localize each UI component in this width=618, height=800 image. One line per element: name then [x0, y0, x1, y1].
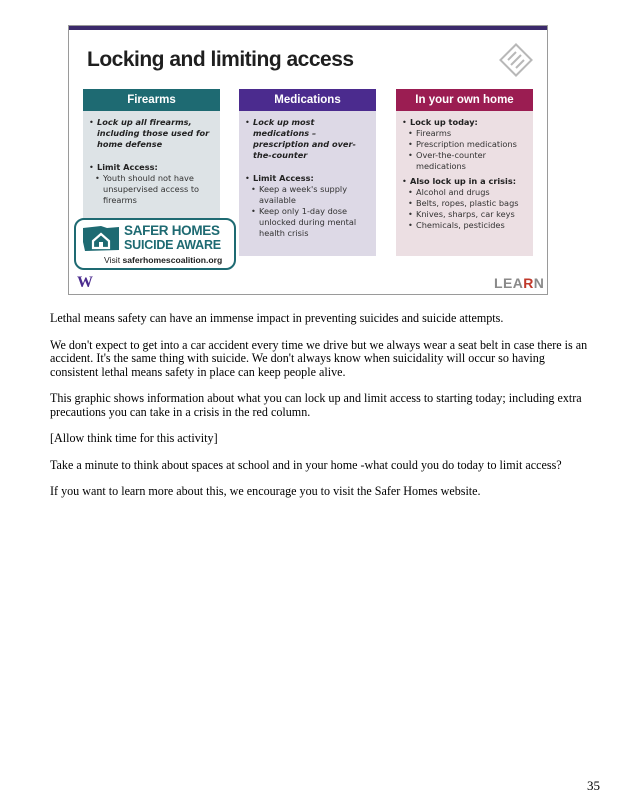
- medications-header: Medications: [239, 89, 376, 111]
- page-number: 35: [587, 778, 600, 793]
- notes-paragraph: This graphic shows information about what you can lock up and limit access to starting today; including extra precautions you can take in a crisis in the red column.: [50, 391, 582, 419]
- learn-logo-part: N: [533, 275, 545, 291]
- learn-logo-accent: R: [523, 275, 534, 291]
- notes-paragraph: We don't expect to get into a car accident every time we drive but we always wear a seat belt in case there is an accident. It's the same thing with suicide. We don't always know when suicidality will occur so having consistent lethal means safety in place can keep people alive.: [50, 337, 588, 379]
- lock-today-label: Lock up today:: [410, 117, 478, 127]
- learn-logo-part: LEA: [494, 275, 524, 291]
- medications-lock-text: Lock up most medications – prescription and over-the-counter: [253, 117, 356, 160]
- slide-image: [68, 25, 548, 295]
- notes-paragraph: If you want to learn more about this, we encourage you to visit the Safer Homes website.: [50, 484, 481, 498]
- crisis-item: Belts, ropes, plastic bags: [416, 198, 519, 208]
- safer-homes-badge: [74, 218, 236, 270]
- diamond-logo-icon: [496, 40, 536, 80]
- medications-limit-item: Keep only 1-day dose unlocked during mental health crisis: [259, 206, 357, 238]
- slide-top-bar: [69, 26, 547, 30]
- firearms-column: [83, 89, 220, 231]
- home-column: [396, 89, 533, 256]
- medications-body: • Lock up most medications – prescription and over-the-counter • Limit Access: • Keep a week's supply available • Keep only 1-day dose unlocked during mental health crisis: [239, 111, 376, 256]
- crisis-label: Also lock up in a crisis:: [410, 176, 516, 186]
- medications-limit-label: Limit Access:: [253, 173, 314, 183]
- badge-visit-line: [104, 255, 222, 265]
- notes-paragraph: Take a minute to think about spaces at school and in your home -what could you do today to limit access?: [50, 457, 562, 472]
- notes-paragraph: [Allow think time for this activity]: [50, 431, 218, 445]
- firearms-header: Firearms: [83, 89, 220, 111]
- lock-today-item: Prescription medications: [416, 139, 517, 149]
- home-header: In your own home: [396, 89, 533, 111]
- washington-house-icon: [81, 224, 121, 254]
- learn-logo: [494, 275, 544, 291]
- crisis-item: Alcohol and drugs: [416, 187, 490, 197]
- medications-limit-item: Keep a week's supply available: [259, 184, 348, 205]
- speaker-notes: [50, 312, 590, 512]
- lock-today-item: Over-the-counter medications: [416, 150, 487, 171]
- badge-line-1: SAFER HOMES: [124, 223, 220, 238]
- firearms-lock-text: Lock up all firearms, including those used for home defense: [97, 117, 210, 149]
- badge-line-2: SUICIDE AWARE: [124, 238, 221, 252]
- lock-today-item: Firearms: [416, 128, 452, 138]
- medications-column: [239, 89, 376, 256]
- badge-visit-prefix: Visit: [104, 255, 123, 265]
- firearms-limit-label: Limit Access:: [97, 162, 158, 172]
- notes-paragraph: Lethal means safety can have an immense impact in preventing suicides and suicide attempts.: [50, 311, 504, 325]
- badge-visit-url: saferhomescoalition.org: [122, 255, 223, 265]
- firearms-limit-item: Youth should not have unsupervised access to firearms: [103, 173, 200, 205]
- crisis-item: Knives, sharps, car keys: [416, 209, 515, 219]
- slide-title: Locking and limiting access: [87, 48, 354, 71]
- crisis-item: Chemicals, pesticides: [416, 220, 505, 230]
- firearms-body: • Lock up all firearms, including those used for home defense • Limit Access: • Youth should not have unsupervised access to firearms: [83, 111, 220, 231]
- uw-logo: W: [77, 274, 93, 291]
- home-body: • Lock up today: • Firearms • Prescription medications • Over-the-counter medications • Also lock up in a crisis: • Alcohol and drugs • Belts, ropes, plastic bags • Knives, sharps, car keys • Chemicals, pesticides: [396, 111, 533, 256]
